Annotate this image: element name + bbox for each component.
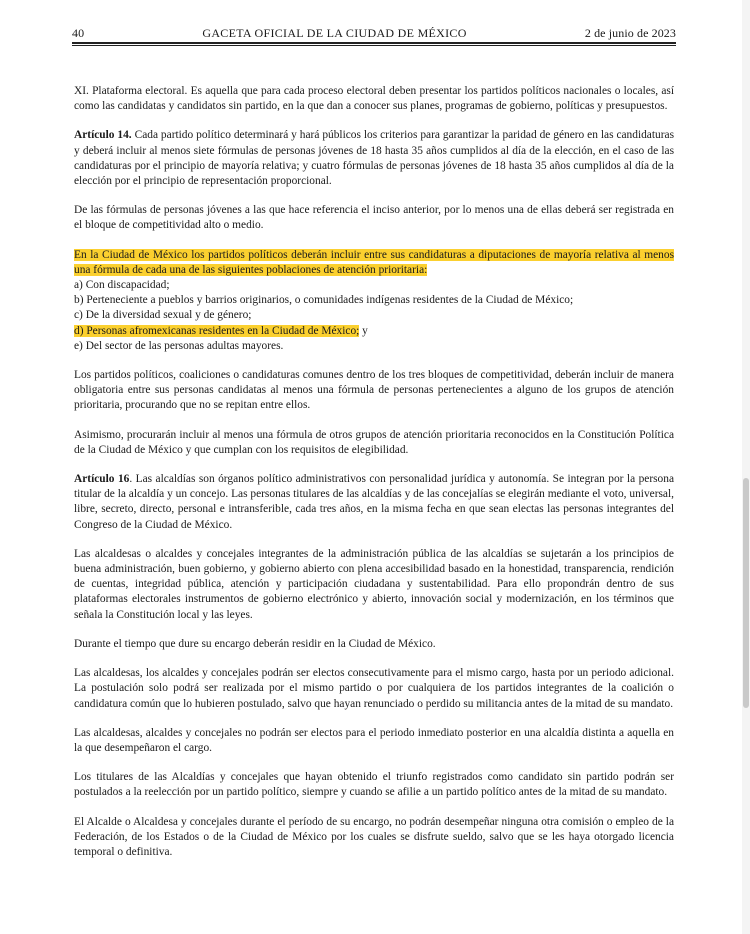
- highlighted-text: En la Ciudad de México los partidos políticos deberán incluir entre sus candidaturas a diputaciones de mayoría relativa al menos una fórmula de cada una de las siguientes poblaciones de atención prioritaria:: [74, 248, 674, 276]
- paragraph-articulo-16: [74, 472, 674, 533]
- article-label: Artículo 14.: [74, 129, 132, 142]
- list-item: e) Del sector de las personas adultas mayores.: [74, 339, 284, 352]
- paragraph-periodo-inmediato: Las alcaldesas, alcaldes y concejales no podrán ser electos para el periodo inmediato posterior en una alcaldía distinta a aquella en la que desempeñaron el cargo.: [74, 726, 674, 754]
- paragraph-formulas-jovenes: De las fórmulas de personas jóvenes a las que hace referencia el inciso anterior, por lo menos una de ellas deberá ser registrada en el bloque de competitividad alto o medio.: [74, 204, 674, 232]
- paragraph-plataforma-electoral: XI. Plataforma electoral. Es aquella que para cada proceso electoral deben presentar los partidos políticos nacionales o locales, así como las candidatas y candidatos sin partido, en la que dan a conocer sus planes, programas de gobierno, políticas y presupuestos.: [74, 85, 674, 113]
- highlighted-text: d) Personas afromexicanas residentes en la Ciudad de México;: [74, 324, 360, 337]
- paragraph-eleccion-consecutiva: Las alcaldesas, los alcaldes y concejales podrán ser electos consecutivamente para el mismo cargo, hasta por un periodo adicional. La postulación solo podrá ser realizada por el mismo partido o por cualquiera de los partidos integrantes de la coalición o candidatura común que lo hubieren postulado, salvo que hayan renunciado o perdido su militancia antes de la mitad de su mandato.: [74, 667, 674, 710]
- list-item-tail: y: [359, 324, 368, 337]
- paragraph-articulo-14: [74, 128, 674, 189]
- scrollbar[interactable]: [742, 0, 750, 934]
- article-text: Cada partido político determinará y hará públicos los criterios para garantizar la paridad de género en las candidaturas y deberá incluir al menos siete fórmulas de personas jóvenes de 18 hasta 35 años cumplidos al día de la elección, en el caso de las candidaturas por el principio de mayoría relativa; y cuatro fórmulas de personas jóvenes de 18 hasta 35 años cumplidos al día de la elección por el principio de representación proporcional.: [74, 129, 674, 188]
- paragraph-principios-administracion: Las alcaldesas o alcaldes y concejales integrantes de la administración pública de las alcaldías se sujetarán a los principios de buena administración, buen gobierno, y gobierno abierto con plena accesibilidad basado en la honestidad, transparencia, rendición de cuentas, integridad pública, atención y participación ciudadana y sustentabilidad. Para ello propondrán dentro de sus plataformas electorales instrumentos de gobierno electrónico y abierto, innovación social y modernización, en los términos que señala la Constitución local y las leyes.: [74, 547, 674, 621]
- page-header: [72, 26, 676, 41]
- article-text: . Las alcaldías son órganos político administrativos con personalidad jurídica y autonomía. Se integran por la persona titular de la alcaldía y un concejo. Las personas titulares de las alcaldías y de las concejalías se elegirán mediante el voto, universal, libre, secreto, directo, personal e intransferible, cada tres años, en la misma fecha en que sean electas las personas integrantes del Congreso de la Ciudad de México.: [74, 473, 675, 531]
- list-item: a) Con discapacidad;: [74, 279, 170, 292]
- scrollbar-thumb[interactable]: [743, 478, 749, 708]
- paragraph-poblaciones-prioritarias: [74, 248, 674, 354]
- article-label: Artículo 16: [74, 473, 130, 486]
- publication-title: GACETA OFICIAL DE LA CIUDAD DE MÉXICO: [202, 26, 467, 40]
- list-item: c) De la diversidad sexual y de género;: [74, 309, 252, 322]
- header-rule-thin: [72, 45, 676, 46]
- paragraph-residencia: Durante el tiempo que dure su encargo deberán residir en la Ciudad de México.: [74, 637, 436, 650]
- list-item: [74, 324, 674, 339]
- publication-date: 2 de junio de 2023: [584, 26, 676, 40]
- page-number: 40: [72, 26, 85, 40]
- document-body: [74, 84, 674, 874]
- paragraph-reeleccion-sin-partido: Los titulares de las Alcaldías y concejales que hayan obtenido el triunfo registrados como candidato sin partido podrán ser postulados a la reelección por un partido político, siempre y cuando se afilie a un partido político antes de la mitad de su mandato.: [74, 771, 674, 799]
- header-rule-thick: [72, 42, 676, 44]
- paragraph-incompatibilidad: El Alcalde o Alcaldesa y concejales durante el período de su encargo, no podrán desempeñar ninguna otra comisión o empleo de la Federación, de los Estados o de la Ciudad de México por los cuales se disfrute sueldo, salvo que se les haya otorgado licencia temporal o definitiva.: [74, 815, 674, 858]
- paragraph-otros-grupos: Asimismo, procurarán incluir al menos una fórmula de otros grupos de atención prioritaria reconocidos en la Constitución Política de la Ciudad de México y que cumplan con los requisitos de elegibilidad.: [74, 428, 674, 456]
- list-item: b) Perteneciente a pueblos y barrios originarios, o comunidades indígenas residentes de la Ciudad de México;: [74, 294, 574, 307]
- paragraph-bloques-competitividad: Los partidos políticos, coaliciones o candidaturas comunes dentro de los tres bloques de competitividad, deberán incluir de manera obligatoria entre sus personas candidatas al menos una fórmula de personas pertenecientes a alguno de los grupos de atención prioritaria, procurando que no se repitan entre ellos.: [74, 369, 674, 412]
